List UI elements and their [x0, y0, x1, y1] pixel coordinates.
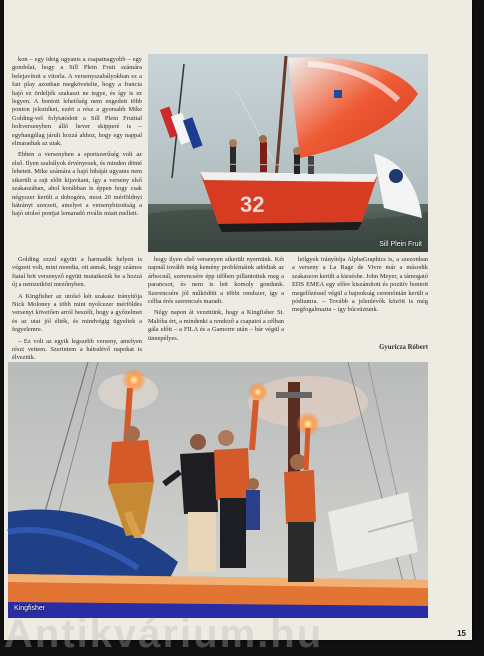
article-paragraph: A Kingfisher az utolsó két szakasz irányítója Nick Moloney a több mint nyolcezer mérföldes versenyt követően arról beszélt, hogy a győzelmet és az utat jól élték, és mindvégig ügyeltek a fegyelemre.	[12, 292, 142, 334]
photo-sill-plein-fruit	[148, 54, 428, 252]
watermark: Antikvárium.hu	[4, 612, 324, 656]
photo-caption: Kingfisher	[14, 605, 46, 612]
magazine-page	[4, 0, 472, 656]
article-paragraph: – Ez volt az egyik legszebb verseny, amelyen részt vettem. Szerintem a hátralévő napokat is élveztük.	[12, 337, 142, 362]
page-number: 15	[457, 629, 466, 638]
article-paragraph: Golding ezzel együtt a harmadik helyen is végzett volt, mint mondta, ott annak, hogy számos fiatal brit versenyző együtt mutatkozik be a hozzá új a nemzetközi mezőnyben.	[12, 256, 142, 289]
photo-kingfisher	[8, 362, 428, 618]
photo-caption: Sill Plein Fruit	[379, 241, 422, 248]
sail-number: 32	[240, 192, 265, 217]
article-column-middle-center	[148, 256, 284, 356]
crew-photo-illustration	[8, 362, 428, 618]
article-paragraph: Négy napon át vezettünk, hogy a Kingfisher St. Malóba ért, a mindenki a rendező a csapatot a célban gála előtt – a FILA és a Gamorre után – bár végül a ünnepélyes.	[148, 309, 284, 342]
article-paragraph: hölgyek irányítója AlphaGraphics is, a szezonban a verseny a La Rage de Vivre már a második szakaszon került a kiesésbe. John Meyer, a támogató EDS EMEA egy előre kiszámított és pozitív bontott megelőzéssel végül a bajnokság ceremónián került a pódiumra. – Tovább a jelenlévők között is még megfogalmazta – így búcsúztunk.	[292, 256, 428, 314]
article-column-middle-right	[292, 256, 428, 346]
yacht-photo-illustration	[148, 54, 428, 252]
article-column-middle-left	[12, 256, 142, 362]
article-paragraph: hogy ilyen első versenyen sikerült nyernünk. Két napnál tovább még kemény problémáink adódtak az árbocnál, szerencsére épp időben pillantottuk meg a parancsot, és nem is lett komoly gondunk. Szerencsére jól működött a többi rendszer, így a célba érés szerencsés maradt.	[148, 256, 284, 306]
article-paragraph: Ebben a versenyben a sportszerűség volt az első. Ilyen szabályok érvényesek, és minden dönté lehetett. Mike számára a hajó hibáját ugyanis nem sikerült a rajt előtt kijavítani, így a verseny első szakaszában, ahol korábban is éppen hogy csak négyszer került a dobogóra, most 20 mérföldnyi hátrányt szerzett, amelyet a versenybizottság a hajó utolsó pontjai lemaradó rivális miatt mellett.	[12, 151, 142, 218]
author-signature: Gyuricza Róbert	[379, 344, 428, 351]
article-paragraph: kon – egy ideig ugyanis a csapatnagyobb – egy gondolat, hogy a Sill Plein Fruit számára belejavított a vitorla. A versenyszabályokban ez a fair play azonban megkövetelte, hogy a francia hajó ez ördeljék szakaszt ne tegye, és így is ez legyen. A bontott lehetőség nem engedett több ponton jeleztéket, ezért a rész a gyorsabb Mike Golding-vel folytatódott a Sill Plein Fruittal holtversenyben álló hever skipperé is – egyhangúlag járult hozzá ahhoz, hogy egy nappal elmaradtak az utak.	[12, 56, 142, 148]
